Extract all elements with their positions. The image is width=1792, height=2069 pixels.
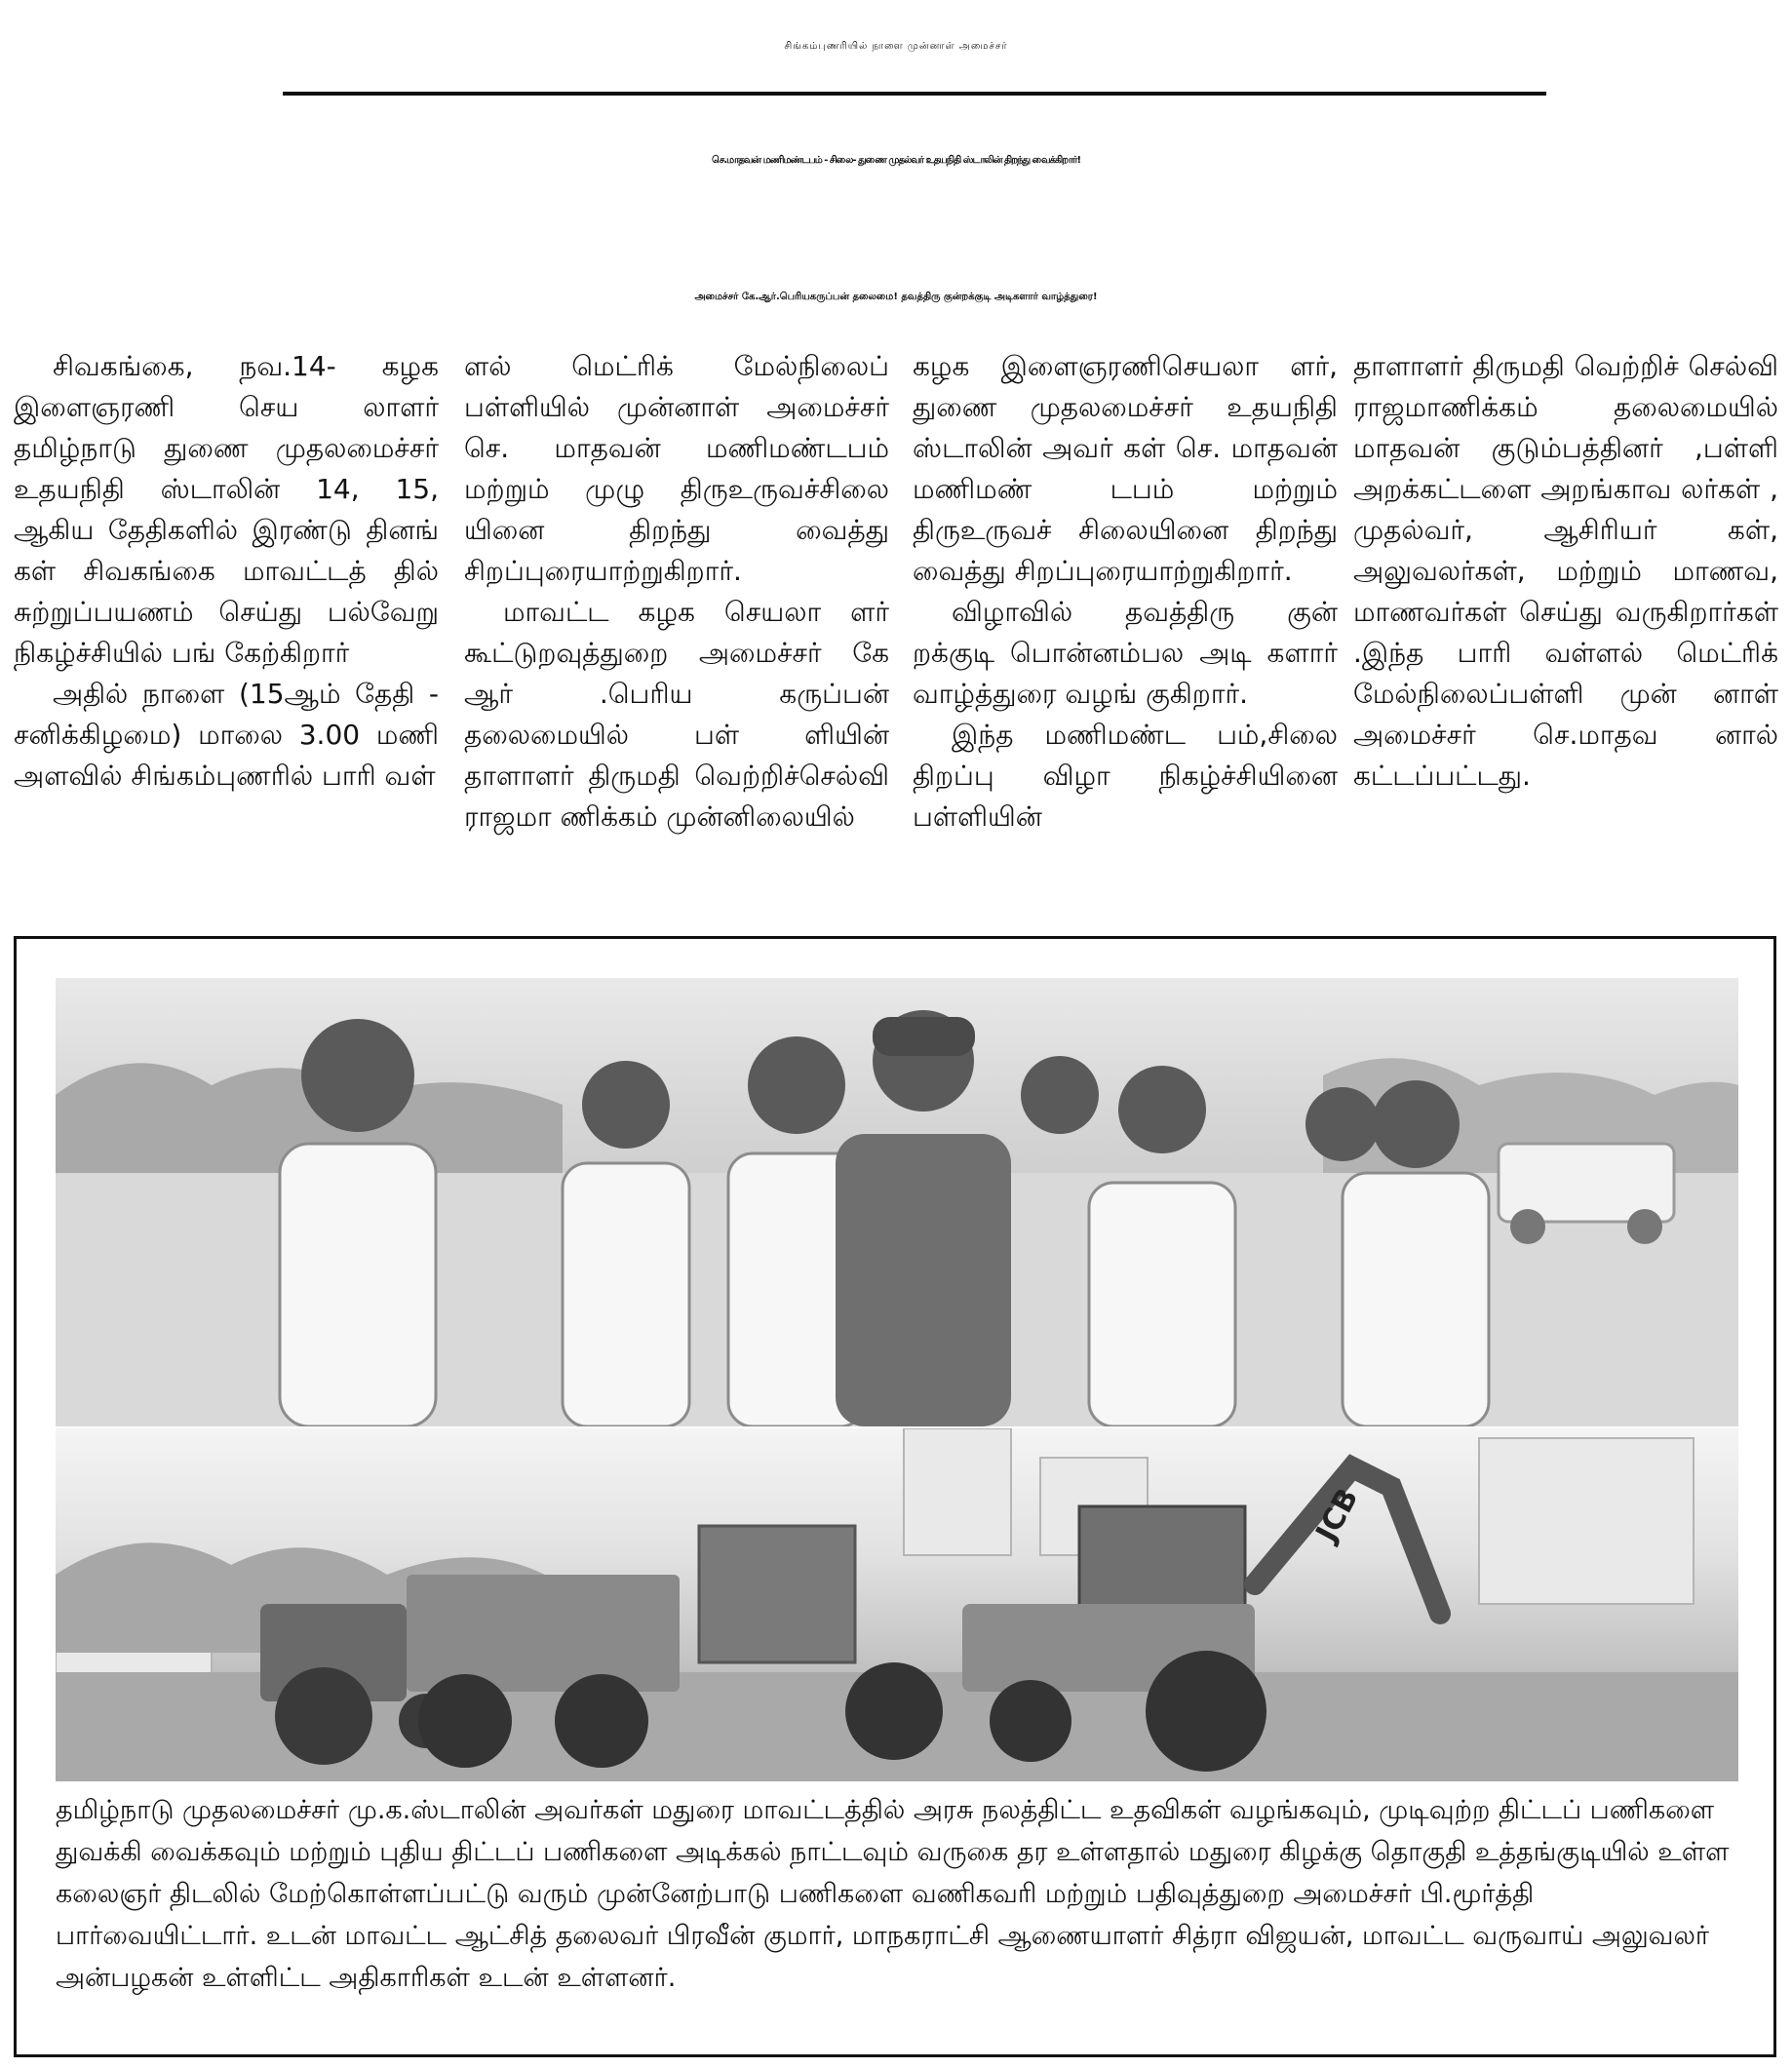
- paragraph: விழாவில் தவத்திரு குன் றக்குடி பொன்னம்பல அடி களார் வாழ்த்துரை வழங் குகிறார்.: [913, 596, 1338, 710]
- article-column-4: [1353, 346, 1778, 921]
- kicker-underline: [283, 92, 1546, 96]
- kicker-title: சிங்கம்புணரியில் நாளை முன்னாள் அமைச்சர்: [784, 41, 1008, 52]
- jcb-logo: JCB: [1309, 1482, 1366, 1547]
- article-column-2: [464, 346, 889, 921]
- photo-caption: தமிழ்நாடு முதலமைச்சர் மு.க.ஸ்டாலின் அவர்கள் மதுரை மாவட்டத்தில் அரசு நலத்திட்ட உதவிகள் வழங்கவும், முடிவுற்ற திட்டப் பணிகளை துவக்கி வைக்கவும் மற்றும் புதிய திட்டப் பணிகளை அடிக்கல் நாட்டவும் வருகை தர உள்ளதால் மதுரை கிழக்கு தொகுதி உத்தங்குடியில் உள்ள கலைஞர் திடலில் மேற்கொள்ளப்பட்டு வரும் முன்னேற்பாடு பணிகளை வணிகவரி மற்றும் பதிவுத்துறை அமைச்சர் பி.மூர்த்தி பார்வையிட்டார். உடன் மாவட்ட ஆட்சித் தலைவர் பிரவீன் குமார், மாநகராட்சி ஆணையாளர் சித்ரா விஜயன், மாவட்ட வருவாய் அலுவலர் அன்பழகன் உள்ளிட்ட அதிகாரிகள் உடன் உள்ளனர்.: [56, 1795, 1730, 1993]
- paragraph: சிவகங்கை, நவ.14- கழக இளைஞரணி செய லாளர் தமிழ்நாடு துணை முதலமைச்சர் உதயநிதி ஸ்டாலின் 14, 15, ஆகிய தேதிகளில் இரண்டு தினங் கள் சிவகங்கை மாவட்டத் தில் சுற்றுப்பயணம் செய்து பல்வேறு நிகழ்ச்சியில் பங் கேற்கிறார்: [14, 350, 439, 669]
- article-body: [14, 346, 1778, 921]
- paragraph: ளல் மெட்ரிக் மேல்நிலைப் பள்ளியில் முன்னாள் அமைச்சர் செ. மாதவன் மணிமண்டபம் மற்றும் முழு திருஉருவச்சிலை யினை திறந்து வைத்து சிறப்புரையாற்றுகிறார்.: [464, 350, 889, 587]
- paragraph: அதில் நாளை (15ஆம் தேதி - சனிக்கிழமை) மாலை 3.00 மணி அளவில் சிங்கம்புணரில் பாரி வள்: [14, 678, 439, 792]
- photo-earthmovers-illustration: [56, 1428, 1738, 1781]
- article-column-1: [14, 346, 439, 921]
- photo-box: [14, 936, 1776, 2057]
- photo-earthmovers: [56, 1428, 1738, 1781]
- paragraph: தாளாளர் திருமதி வெற்றிச் செல்வி ராஜமாணிக்கம் தலைமையில் மாதவன் குடும்பத்தினர் ,பள்ளி அறக்கட்டளை அறங்காவ லர்கள் , முதல்வர், ஆசிரியர் கள், அலுவலர்கள், மற்றும் மாணவ, மாணவர்கள் செய்து வருகிறார்கள் .இந்த பாரி வள்ளல் மெட்ரிக் மேல்நிலைப்பள்ளி முன் னாள் அமைச்சர் செ.மாதவ னால் கட்டப்பட்டது.: [1353, 350, 1778, 792]
- paragraph: மாவட்ட கழக செயலா ளர் கூட்டுறவுத்துறை அமைச்சர் கே ஆர் .பெரிய கருப்பன் தலைமையில் பள் ளியின் தாளாளர் திருமதி வெற்றிச்செல்வி ராஜமா ணிக்கம் முன்னிலையில்: [464, 596, 889, 833]
- photo-officials-illustration: [56, 978, 1738, 1426]
- headline: செ.மாதவன் மணிமண்டபம் - சிலை- துணை முதல்வர் உதயநிதி ஸ்டாலின் திறந்து வைக்கிறார்!: [711, 155, 1081, 166]
- paragraph: கழக இளைஞரணிசெயலா ளர், துணை முதலமைச்சர் உதயநிதி ஸ்டாலின் அவர் கள் செ. மாதவன் மணிமண் டபம் மற்றும் திருஉருவச் சிலையினை திறந்து வைத்து சிறப்புரையாற்றுகிறார்.: [913, 350, 1338, 587]
- article-column-3: [913, 346, 1338, 921]
- paragraph: இந்த மணிமண்ட பம்,சிலை திறப்பு விழா நிகழ்ச்சியினை பள்ளியின்: [913, 719, 1338, 833]
- photo-officials-inspecting: [56, 978, 1738, 1426]
- subheadline: அமைச்சர் கே.ஆர்.பெரியகருப்பன் தலைமை! தவத்திரு குன்றக்குடி அடிகளார் வாழ்த்துரை!: [694, 292, 1098, 302]
